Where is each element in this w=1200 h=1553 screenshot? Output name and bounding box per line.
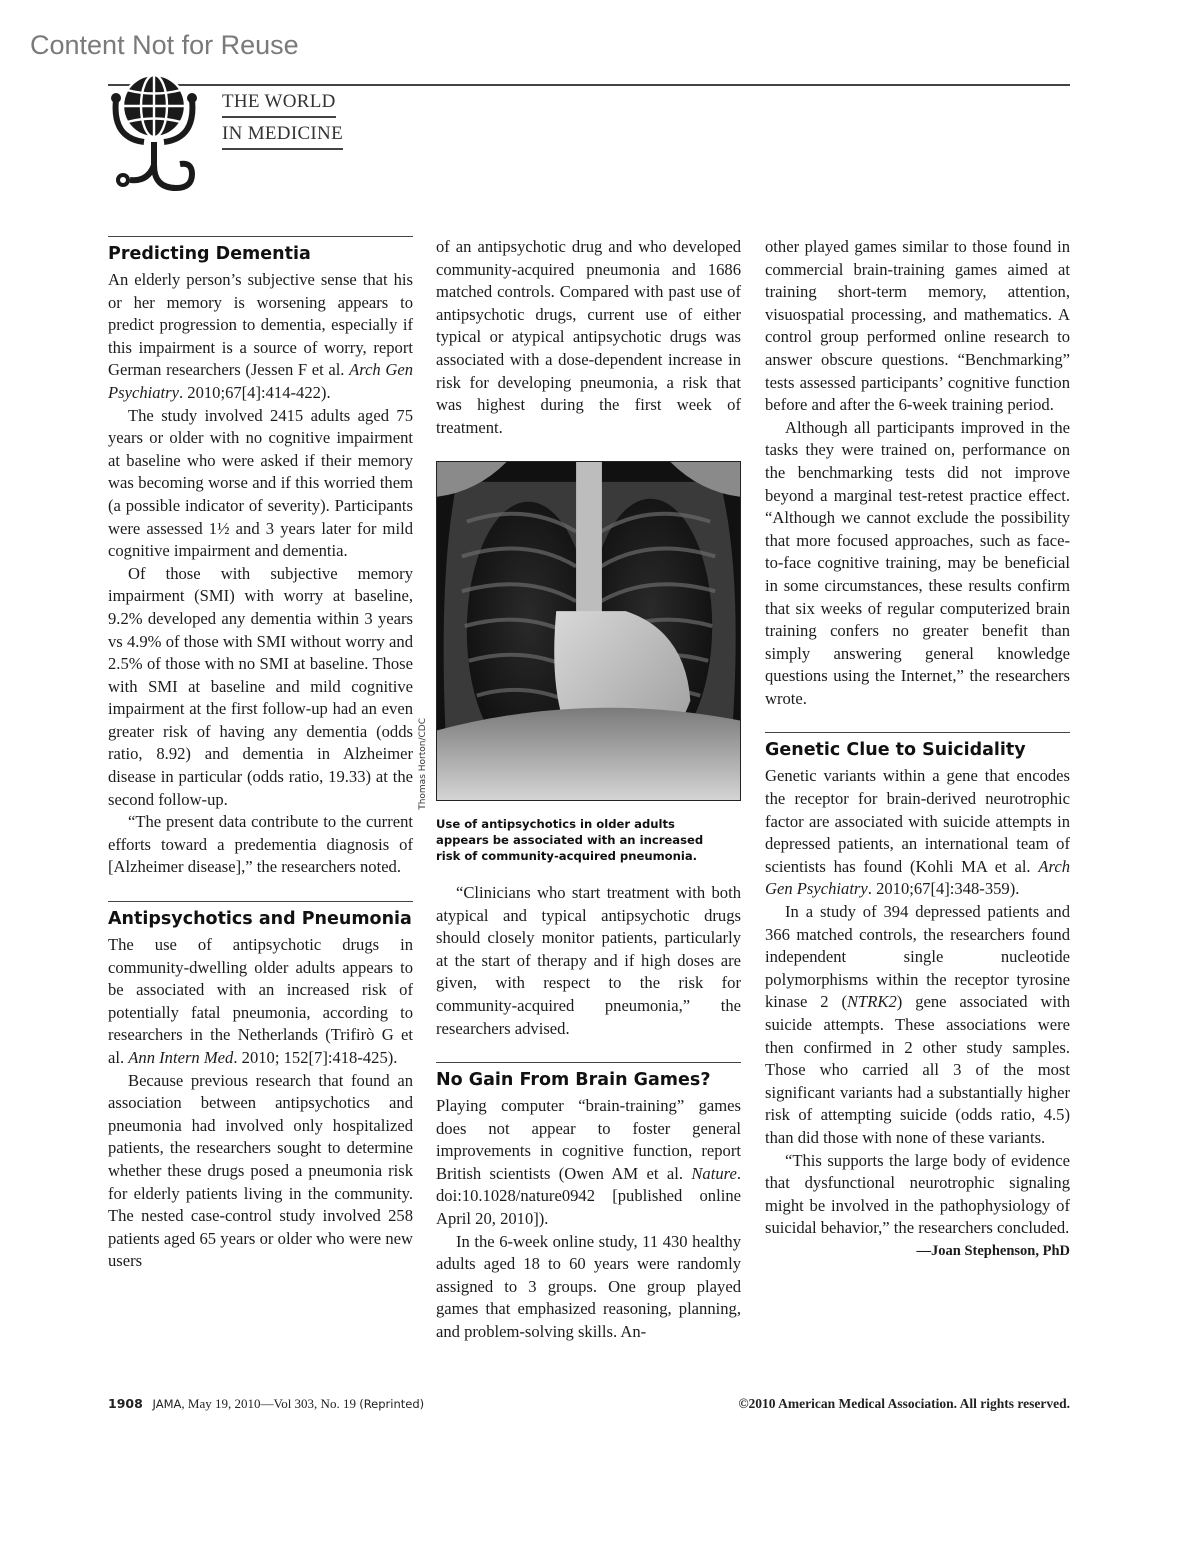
gene-name: NTRK2 <box>846 992 897 1012</box>
antipsychotics-paragraph-1: The use of antipsychotic drugs in community-dwelling older adults appears to be associated with an increased risk of potentially fatal pneumonia, according to researchers in the Netherlands (Trifirò G et al. Ann Intern Med. 2010; 152[7]:418-425). <box>108 935 413 1067</box>
antipsychotics-paragraph-3: of an antipsychotic drug and who developed community-acquired pneumonia and 1686 matched controls. Compared with past use of antipsychotic drugs, current use of either typical or atypical antipsychotic drugs was associated with a dose-dependent increase in risk for developing pneumonia, a risk that was highest during the first week of treatment. <box>436 237 741 437</box>
chest-xray-image <box>436 461 741 801</box>
header-rule <box>108 84 1070 86</box>
figure <box>436 461 741 808</box>
heading-antipsychotics-pneumonia: Antipsychotics and Pneumonia <box>108 901 413 930</box>
genetic-paragraph-1: Genetic variants within a gene that encodes the receptor for brain-derived neurotrophic factor are associated with suicide attempts in depressed patients, an international team of scientists has found (Kohli MA et al. Arch Gen Psychiatry. 2010;67[4]:348-359). <box>765 766 1070 899</box>
antipsychotics-paragraph-2: Because previous research that found an association between antipsychotics and pneumonia had involved only hospitalized patients, the researchers sought to determine whether these drugs posed a pneumonia risk for elderly patients living in the community. The nested case-control study involved 258 patients aged 65 years or older who were new users <box>108 1070 413 1271</box>
brain-paragraph-2: In the 6-week online study, 11 430 healthy adults aged 18 to 60 years were randomly assigned to 3 groups. One group played games that emphasized reasoning, planning, and problem-solving skills. An- <box>436 1231 741 1342</box>
column-1 <box>108 236 413 1273</box>
journal-citation: Ann Intern Med <box>128 1048 234 1067</box>
column-3 <box>765 236 1070 1263</box>
antipsychotics-paragraph-4: “Clinicians who start treatment with both atypical and typical antipsychotic drugs should closely monitor patients, particularly at the start of therapy and if high doses are given, with respect to the risk for community-acquired pneumonia,” the researchers advised. <box>436 882 741 1038</box>
heading-brain-games: No Gain From Brain Games? <box>436 1062 741 1091</box>
globe-stethoscope-logo-icon <box>104 70 204 205</box>
journal-citation: Nature <box>691 1163 737 1183</box>
journal-citation: Arch Gen Psychiatry <box>108 360 414 402</box>
section-title-line2: IN MEDICINE <box>222 120 343 150</box>
page-number: 1908 <box>108 1396 143 1411</box>
brain-paragraph-1: Playing computer “brain-training” games does not appear to foster general improvements in cognitive function, report British scientists (Owen AM et al. Nature. doi:10.1028/nature0942 [published online April 20, 2010]). <box>436 1096 741 1229</box>
column-2 <box>436 236 741 1344</box>
dementia-paragraph-2: The study involved 2415 adults aged 75 years or older with no cognitive impairment at baseline who were asked if their memory was becoming worse and if this worried them (a possible indicator of severity). Participants were assessed 1½ and 3 years later for mild cognitive impairment and dementia. <box>108 405 413 561</box>
genetic-paragraph-2: In a study of 394 depressed patients and 366 matched controls, the researchers found independent single nucleotide polymorphisms within the receptor tyrosine kinase 2 (NTRK2) gene associated with suicide attempts. These associations were then confirmed in 2 other study samples. Those who carried all 3 of the most significant variants had a substantially higher risk of attempting suicide (odds ratio, 4.5) than did those with none of these variants. <box>765 902 1070 1147</box>
journal-name: JAMA <box>152 1397 182 1411</box>
genetic-paragraph-3: “This supports the large body of evidence that dysfunctional neurotrophic signaling might be involved in the pathophysiology of suicidal behavior,” the researchers concluded. <box>765 1150 1070 1238</box>
page-footer <box>108 1396 1070 1416</box>
journal-citation: Arch Gen Psychiatry <box>765 856 1070 899</box>
brain-paragraph-4: Although all participants improved in the tasks they were trained on, performance on the benchmarking tests did not improve beyond a marginal test-retest practice effect. “Although we cannot exclude the possibility that more focused approaches, such as face-to-face cognitive training, may be beneficial in some circumstances, these results confirm that six weeks of regular computerized brain training confers no greater benefit than simply answering general knowledge questions using the Internet,” the researchers wrote. <box>765 417 1070 708</box>
dementia-paragraph-3: Of those with subjective memory impairment (SMI) with worry at baseline, 9.2% developed any dementia within 3 years vs 4.9% of those with SMI without worry and 2.5% of those with no SMI at baseline. Those with SMI at baseline and mild cognitive impairment at the first follow-up had an even greater risk of having any dementia (odds ratio, 8.92) and dementia in Alzheimer disease in particular (odds ratio, 19.33) at the second follow-up. <box>108 563 413 809</box>
dementia-paragraph-1: An elderly person’s subjective sense that his or her memory is worsening appears to predict progression to dementia, especially if this impairment is a source of worry, report German researchers (Jessen F et al. Arch Gen Psychiatry. 2010;67[4]:414-422). <box>108 270 414 402</box>
section-title-line1: THE WORLD <box>222 88 336 118</box>
copyright-notice: ©2010 American Medical Association. All rights reserved. <box>738 1396 1070 1411</box>
photo-credit: Thomas Horton/CDC <box>418 718 428 810</box>
issue-info: , May 19, 2010—Vol 303, No. 19 <box>181 1396 356 1411</box>
reprinted-label: (Reprinted) <box>359 1397 425 1411</box>
heading-predicting-dementia: Predicting Dementia <box>108 236 413 265</box>
figure-caption: Use of antipsychotics in older adults appears be associated with an increased risk of community-acquired pneumonia. <box>436 816 704 863</box>
author-byline: —Joan Stephenson, PhD <box>916 1242 1070 1259</box>
dementia-paragraph-4: “The present data contribute to the current efforts toward a predementia diagnosis of [Alzheimer disease],” the researchers noted. <box>108 812 413 877</box>
brain-paragraph-3: other played games similar to those found in commercial brain-training games aimed at training short-term memory, attention, visuospatial processing, and mathematics. A control group performed online research to answer obscure questions. “Benchmarking” tests assessed participants’ cognitive function before and after the 6-week training period. <box>765 237 1070 415</box>
heading-genetic-clue: Genetic Clue to Suicidality <box>765 732 1070 761</box>
watermark: Content Not for Reuse <box>30 30 299 60</box>
section-title <box>222 88 343 152</box>
